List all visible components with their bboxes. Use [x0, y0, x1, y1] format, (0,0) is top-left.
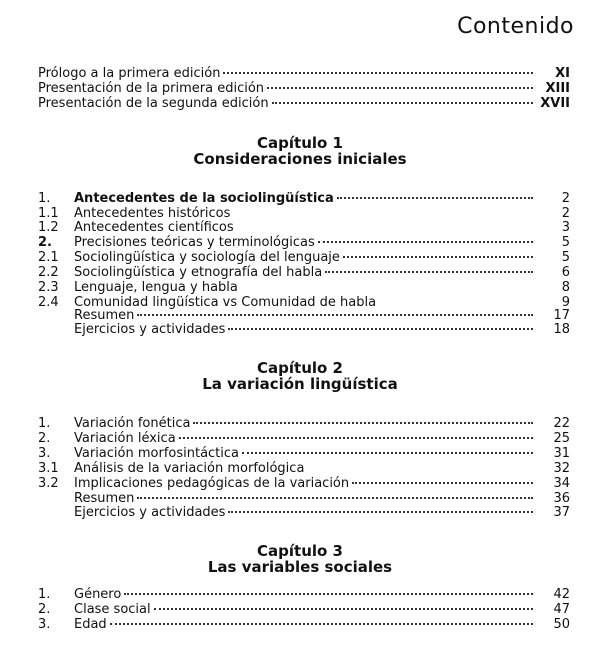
- page-title: Contenido: [457, 14, 574, 39]
- toc-entry: [0, 322, 600, 338]
- toc-entry-page: 17: [553, 308, 570, 323]
- toc-entry-number: 1.: [38, 416, 51, 431]
- toc-entry-page: 31: [553, 446, 570, 461]
- toc-entry-number: 1.: [38, 191, 51, 206]
- toc-entry-text: Antecedentes históricos: [74, 206, 231, 221]
- toc-entry-page: XIII: [545, 81, 570, 96]
- toc-entry: [0, 476, 600, 492]
- toc-entry-text: Resumen: [74, 491, 135, 506]
- toc-preface-entry: [0, 81, 600, 97]
- toc-entry-page: 36: [553, 491, 570, 506]
- chapter-label: Capítulo 2: [257, 359, 343, 377]
- toc-entry-text: Variación morfosintáctica: [74, 446, 240, 461]
- toc-entry-page: 25: [553, 431, 570, 446]
- toc-entry: [0, 191, 600, 207]
- leader-dots: [337, 197, 533, 199]
- toc-entry-page: 34: [553, 476, 570, 491]
- toc-entry-text: Comunidad lingüística vs Comunidad de habla: [74, 295, 377, 310]
- toc-entry-page: 32: [553, 461, 570, 476]
- leader-dots: [228, 328, 533, 330]
- toc-entry-text: Precisiones teóricas y terminológicas: [74, 235, 315, 250]
- toc-entry-page: 2: [561, 191, 570, 206]
- chapter-label: Capítulo 3: [257, 542, 343, 560]
- toc-entry-number: 2.1: [38, 250, 59, 265]
- toc-entry: [0, 461, 600, 477]
- toc-entry-number: 2.: [38, 602, 51, 617]
- toc-entry-text: Edad: [74, 617, 107, 632]
- toc-entry: [0, 602, 600, 618]
- toc-entry: [0, 220, 600, 236]
- toc-entry-text: Sociolingüística y sociología del lenguaje: [74, 250, 340, 265]
- toc-entry-text: Presentación de la segunda edición: [38, 96, 269, 111]
- toc-entry-page: 5: [561, 250, 570, 265]
- toc-entry: [0, 617, 600, 633]
- toc-entry-page: 47: [553, 602, 570, 617]
- toc-entry-text: Sociolingüística y etnografía del habla: [74, 265, 323, 280]
- toc-entry-number: 3.2: [38, 476, 59, 491]
- toc-entry-number: 2.2: [38, 265, 59, 280]
- toc-entry-text: Ejercicios y actividades: [74, 505, 226, 520]
- toc-entry-text: Análisis de la variación morfológica: [74, 461, 305, 476]
- chapter-title: La variación lingüística: [202, 375, 398, 393]
- toc-entry-number: 2.: [38, 431, 51, 446]
- leader-dots: [137, 314, 533, 316]
- toc-entry-page: 9: [561, 295, 570, 310]
- toc-entry-text: Implicaciones pedagógicas de la variación: [74, 476, 350, 491]
- chapter-title: Consideraciones iniciales: [193, 150, 407, 168]
- toc-entry-page: 42: [553, 587, 570, 602]
- toc-entry-page: XI: [555, 66, 570, 81]
- toc-entry: [0, 587, 600, 603]
- toc-entry: [0, 505, 600, 521]
- toc-entry: [0, 265, 600, 281]
- toc-entry-text: Variación fonética: [74, 416, 191, 431]
- toc-entry-text: Presentación de la primera edición: [38, 81, 265, 96]
- toc-entry-number: 3.1: [38, 461, 59, 476]
- toc-entry-page: 3: [561, 220, 570, 235]
- toc-entry-text: Variación léxica: [74, 431, 176, 446]
- toc-entry-text: Antecedentes científicos: [74, 220, 234, 235]
- toc-entry: [0, 235, 600, 251]
- toc-entry-number: 1.1: [38, 206, 59, 221]
- toc-entry-number: 1.2: [38, 220, 59, 235]
- toc-entry-text: Resumen: [74, 308, 135, 323]
- toc-entry-page: 37: [553, 505, 570, 520]
- toc-entry: [0, 280, 600, 296]
- leader-dots: [272, 102, 533, 104]
- toc-entry-text: Lenguaje, lengua y habla: [74, 280, 238, 295]
- toc-preface-entry: [0, 96, 600, 112]
- toc-entry: [0, 431, 600, 447]
- toc-entry-page: 8: [561, 280, 570, 295]
- leader-dots: [325, 271, 533, 273]
- chapter-label: Capítulo 1: [257, 134, 343, 152]
- leader-dots: [223, 72, 533, 74]
- toc-entry-page: XVII: [540, 96, 570, 111]
- leader-dots: [110, 623, 533, 625]
- leader-dots: [179, 437, 533, 439]
- leader-dots: [343, 256, 533, 258]
- leader-dots: [193, 422, 533, 424]
- toc-entry-text: Ejercicios y actividades: [74, 322, 226, 337]
- toc-entry-text: Género: [74, 587, 122, 602]
- toc-entry-page: 5: [561, 235, 570, 250]
- leader-dots: [124, 593, 533, 595]
- toc-entry: [0, 250, 600, 266]
- toc-preface-entry: [0, 66, 600, 82]
- toc-entry-text: Prólogo a la primera edición: [38, 66, 221, 81]
- toc-entry-number: 2.: [38, 235, 52, 250]
- toc-entry-number: 2.4: [38, 295, 59, 310]
- toc-entry-page: 2: [561, 206, 570, 221]
- leader-dots: [228, 511, 533, 513]
- toc-entry-number: 1.: [38, 587, 51, 602]
- leader-dots: [154, 608, 533, 610]
- toc-entry: [0, 416, 600, 432]
- leader-dots: [242, 452, 533, 454]
- leader-dots: [137, 497, 533, 499]
- toc-entry-text: Clase social: [74, 602, 151, 617]
- toc-entry-number: 2.3: [38, 280, 59, 295]
- toc-entry-page: 50: [553, 617, 570, 632]
- toc-entry-page: 22: [553, 416, 570, 431]
- toc-entry-page: 18: [553, 322, 570, 337]
- leader-dots: [318, 241, 533, 243]
- chapter-title: Las variables sociales: [207, 558, 393, 576]
- toc-entry-text: Antecedentes de la sociolingüística: [74, 191, 334, 206]
- toc-entry-number: 3.: [38, 617, 51, 632]
- toc-entry-page: 6: [561, 265, 570, 280]
- leader-dots: [267, 87, 533, 89]
- toc-entry: [0, 446, 600, 462]
- leader-dots: [352, 482, 533, 484]
- toc-entry-number: 3.: [38, 446, 51, 461]
